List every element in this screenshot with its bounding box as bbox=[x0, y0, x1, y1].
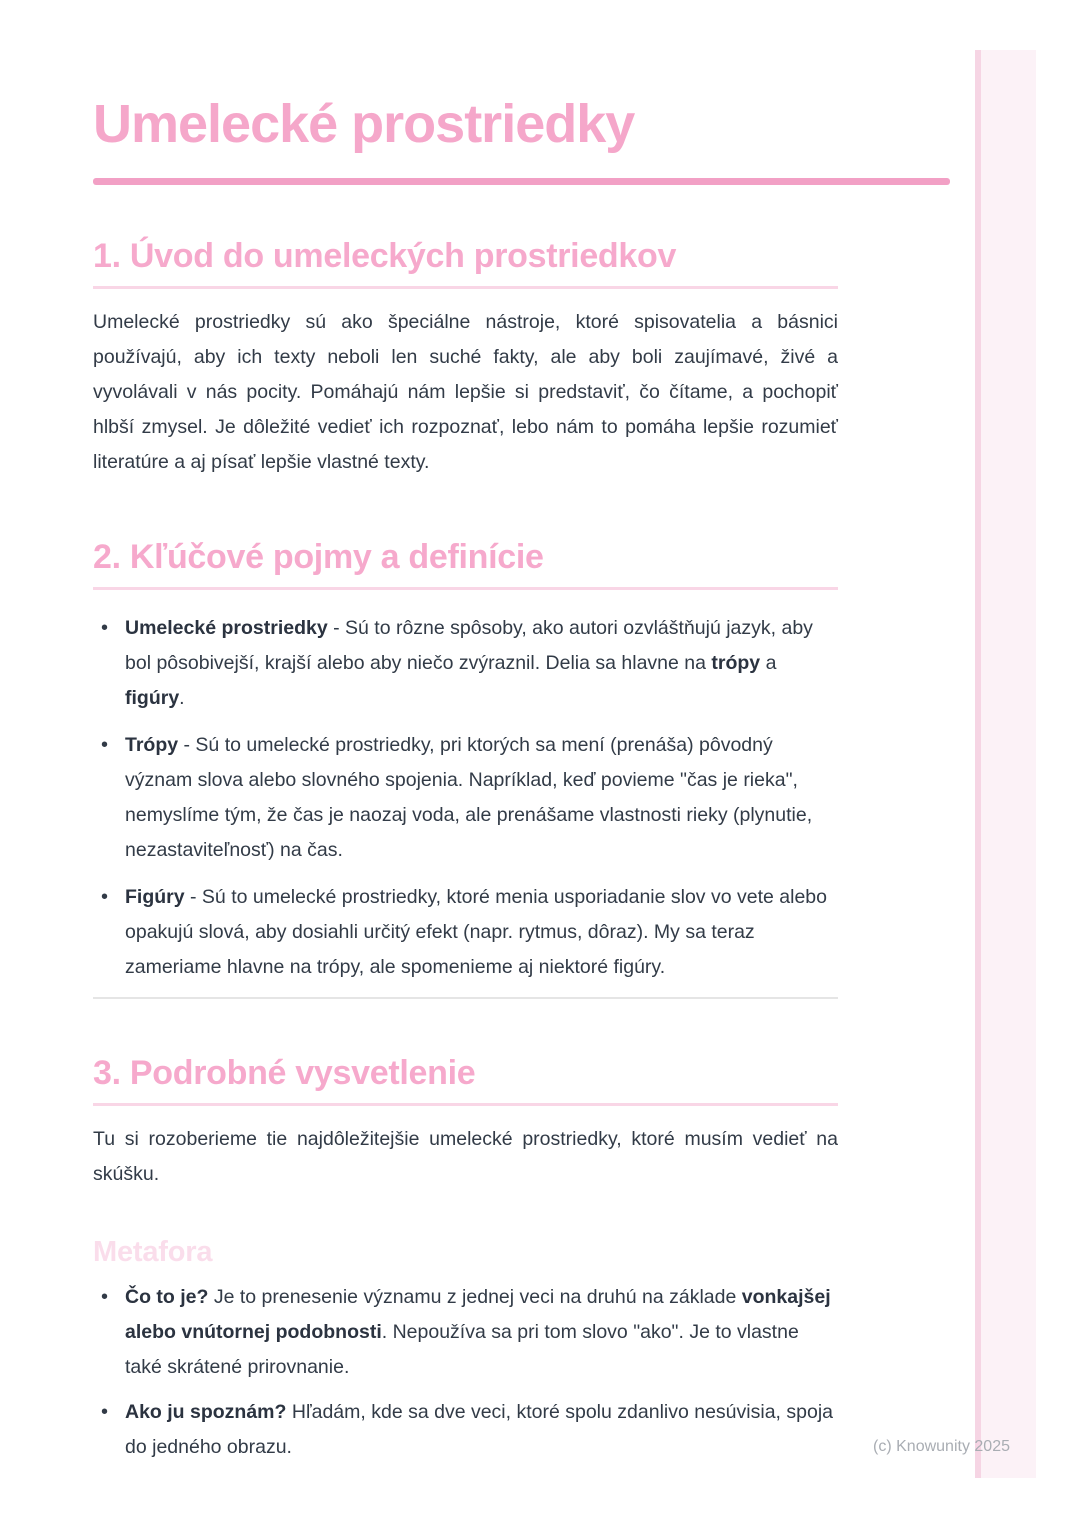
term-text: Figúry bbox=[125, 886, 185, 908]
section-heading-vysvetlenie: 3. Podrobné vysvetlenie bbox=[93, 1054, 476, 1092]
term-text: vonkajšej alebo vnútornej podobnosti bbox=[125, 1286, 831, 1343]
list-item-ako-ju-spoznam bbox=[93, 1395, 838, 1465]
term-text: Čo to je? bbox=[125, 1286, 209, 1308]
definition-text: Hľadám, kde sa dve veci, ktoré spolu zdanlivo nesúvisia, spoja do jedného obrazu. bbox=[125, 1401, 833, 1458]
document-page bbox=[93, 0, 950, 1475]
page-title: Umelecké prostriedky bbox=[93, 94, 635, 154]
definition-text: - Sú to rôzne spôsoby, ako autori ozvláštňujú jazyk, aby bol pôsobivejší, krajší alebo aby niečo zvýraznil. Delia sa hlavne na bbox=[125, 617, 813, 674]
metafora-list bbox=[93, 1280, 838, 1465]
list-item-tropy bbox=[93, 728, 838, 868]
list-item-co-to-je bbox=[93, 1280, 838, 1385]
list-item-umelecke-prostriedky bbox=[93, 611, 838, 716]
page-edge-accent-bar bbox=[975, 50, 1036, 1478]
section-underline bbox=[93, 587, 838, 590]
definition-text: - Sú to umelecké prostriedky, ktoré menia usporiadanie slov vo vete alebo opakujú slová, aby dosiahli určitý efekt (napr. rytmus, dôraz). My sa teraz zameriame hlavne na trópy, ale spomenieme aj niektoré figúry. bbox=[125, 886, 827, 978]
section-underline bbox=[93, 1103, 838, 1106]
definition-text: a bbox=[760, 652, 777, 674]
term-text: Ako ju spoznám? bbox=[125, 1401, 287, 1423]
section-divider bbox=[93, 997, 838, 999]
title-divider-rule bbox=[93, 178, 950, 185]
section-heading-pojmy: 2. Kľúčové pojmy a definície bbox=[93, 538, 544, 576]
key-terms-list bbox=[93, 611, 838, 985]
list-item-figury bbox=[93, 880, 838, 985]
definition-text: - Sú to umelecké prostriedky, pri ktorých sa mení (prenáša) pôvodný význam slova alebo slovného spojenia. Napríklad, keď povieme "čas je rieka", nemyslíme tým, že čas je naozaj voda, ale prenášame vlastnosti rieky (plynutie, nezastaviteľnosť) na čas. bbox=[125, 734, 813, 861]
section-heading-uvod: 1. Úvod do umeleckých prostriedkov bbox=[93, 237, 677, 275]
term-text: figúry bbox=[125, 687, 180, 709]
copyright-watermark: (c) Knowunity 2025 bbox=[873, 1438, 1010, 1455]
definition-text: . Nepoužíva sa pri tom slovo "ako". Je to vlastne také skrátené prirovnanie. bbox=[125, 1321, 799, 1378]
definition-text: . bbox=[179, 687, 185, 709]
term-text: Trópy bbox=[125, 734, 179, 756]
section3-intro-paragraph: Tu si rozoberieme tie najdôležitejšie umelecké prostriedky, ktoré musím vedieť na skúšku. bbox=[93, 1128, 838, 1185]
definition-text: Je to prenesenie významu z jednej veci na druhú na základe bbox=[208, 1286, 742, 1308]
term-text: trópy bbox=[711, 652, 761, 674]
section-underline bbox=[93, 286, 838, 289]
intro-paragraph: Umelecké prostriedky sú ako špeciálne nástroje, ktoré spisovatelia a básnici používajú, aby ich texty neboli len suché fakty, ale aby boli zaujímavé, živé a vyvolávali v nás pocity. Pomáhajú nám lepšie si predstaviť, čo čítame, a pochopiť hlbší zmysel. Je dôležité vedieť ich rozpoznať, lebo nám to pomáha lepšie rozumieť literatúre a aj písať lepšie vlastné texty. bbox=[93, 311, 838, 473]
term-text: Umelecké prostriedky bbox=[125, 617, 328, 639]
subheading-metafora: Metafora bbox=[93, 1236, 213, 1268]
